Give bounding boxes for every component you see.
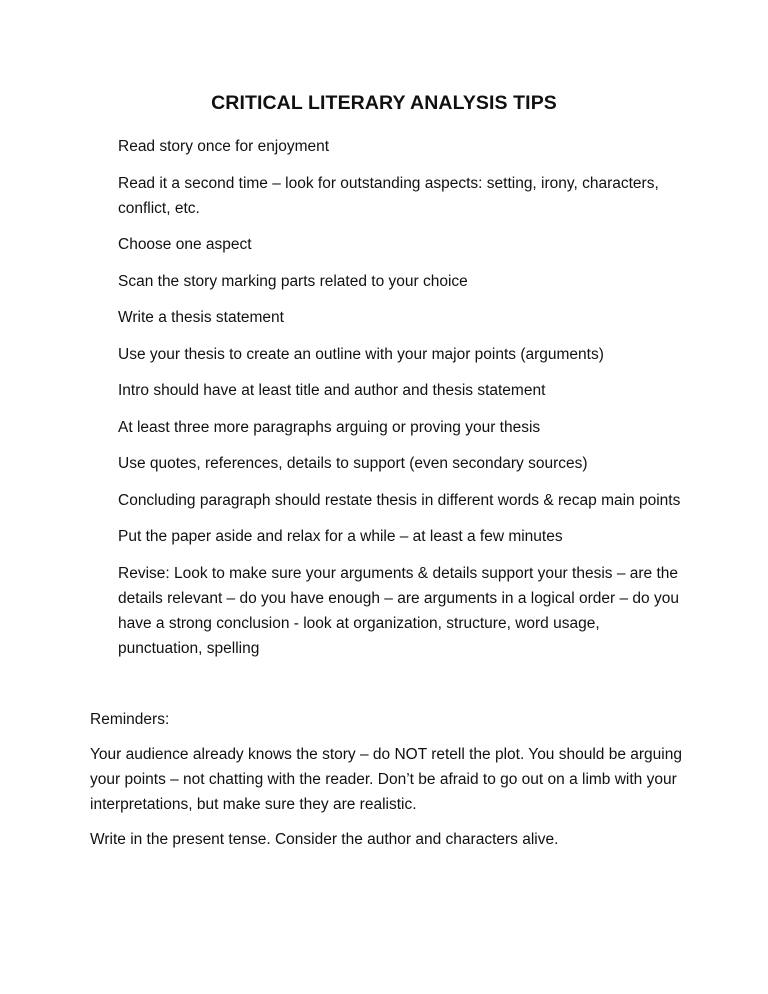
tip-item: Use quotes, references, details to support (even secondary sources) [118,455,588,472]
reminder-paragraph: Your audience already knows the story – do NOT retell the plot. You should be arguing your points – not chatting with the reader. Don’t be afraid to go out on a limb with your interpretations, but make sure they are realistic. [90,746,682,813]
tip-item: Use your thesis to create an outline with your major points (arguments) [118,345,604,363]
tip-item: Read story once for enjoyment [118,138,330,155]
tip-item: Choose one aspect [118,236,252,253]
tip-item: Scan the story marking parts related to your choice [118,272,468,290]
tip-item: Put the paper aside and relax for a while – at least a few minutes [118,528,563,545]
reminder-paragraph: Write in the present tense. Consider the author and characters alive. [90,831,559,848]
page-title: CRITICAL LITERARY ANALYSIS TIPS [211,92,557,114]
tip-item: Read it a second time – look for outstanding aspects: setting, irony, characters, conflict, etc. [118,174,659,217]
tip-item: Revise: Look to make sure your arguments & details support your thesis – are the details relevant – do you have enough – are arguments in a logical order – do you have a strong conclusion - look at organization, structure, word usage, punctuation, spelling [118,564,679,657]
tip-item: Write a thesis statement [118,309,284,326]
tips-list [118,134,688,672]
tip-item: At least three more paragraphs arguing or proving your thesis [118,418,541,436]
tip-item: Intro should have at least title and author and thesis statement [118,382,546,399]
tip-item: Concluding paragraph should restate thesis in different words & recap main points [118,491,681,509]
reminders-section [90,707,690,862]
reminders-heading: Reminders: [90,711,170,728]
